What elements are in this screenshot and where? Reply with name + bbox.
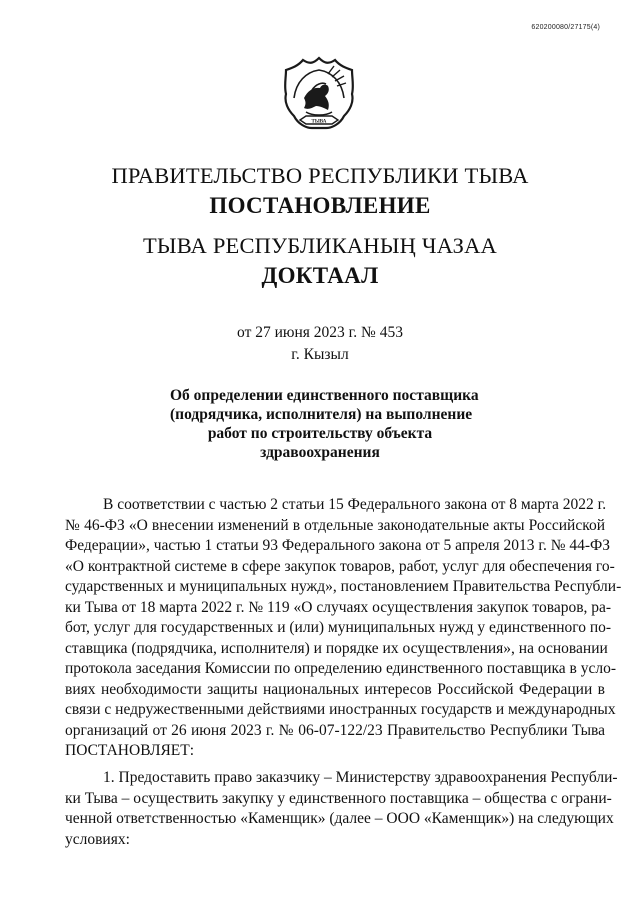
preamble-paragraph (65, 495, 622, 762)
government-title-ru: ПРАВИТЕЛЬСТВО РЕСПУБЛИКИ ТЫВА (111, 163, 529, 188)
paragraph-line: протокола заседания Комиссии по определению единственного поставщика в усло- (65, 660, 617, 677)
tuva-coat-of-arms-icon (282, 54, 356, 142)
title-line: (подрядчика, исполнителя) на выполнение (170, 406, 473, 423)
paragraph-line: № 46-ФЗ «О внесении изменений в отдельные законодательные акты Российской (65, 516, 605, 534)
paragraph-line: ки Тыва – осуществить закупку у единственного поставщика – общества с ограни- (65, 789, 612, 807)
svg-text:ТЫВА: ТЫВА (311, 119, 327, 125)
paragraph-line: ставщика (подрядчика, исполнителя) и порядке их осуществления», на основании (65, 639, 608, 657)
paragraph-line: условиях: (65, 830, 130, 848)
paragraph-line: организаций от 26 июня 2023 г. № 06-07-122/23 Правительство Республики Тыва (65, 721, 605, 739)
decree-city: г. Кызыл (291, 346, 349, 363)
decree-subject-title (170, 386, 479, 462)
paragraph-line: виях необходимости защиты национальных интересов Российской Федерации в (65, 680, 605, 698)
clause-1-paragraph (65, 768, 618, 850)
paragraph-line: ченной ответственностью «Каменщик» (далее – ООО «Каменщик») на следующих (65, 810, 614, 827)
paragraph-line: ПОСТАНОВЛЯЕТ: (65, 742, 195, 759)
government-title-tyv: ТЫВА РЕСПУБЛИКАНЫҢ ЧАЗАА (142, 233, 498, 258)
paragraph-line: ки Тыва от 18 марта 2022 г. № 119 «О случаях осуществления закупок товаров, ра- (65, 598, 612, 616)
paragraph-line: связи с недружественными действиями иностранных государств и международных (65, 701, 616, 718)
decree-title-tyv: ДОКТААЛ (261, 263, 379, 288)
paragraph-line: сударственных и муниципальных нужд», постановлением Правительства Республи- (65, 578, 622, 595)
paragraph-line: В соответствии с частью 2 статьи 15 Федерального закона от 8 марта 2022 г. (103, 496, 607, 513)
paragraph-line: бот, услуг для государственных и (или) муниципальных нужд у единственного по- (65, 619, 612, 636)
title-line: здравоохранения (260, 444, 380, 461)
decree-title-ru: ПОСТАНОВЛЕНИЕ (209, 193, 431, 218)
paragraph-line: «О контрактной системе в сфере закупок товаров, работ, услуг для обеспечения го- (65, 557, 615, 575)
decree-date-number: от 27 июня 2023 г. № 453 (237, 324, 403, 341)
title-line: Об определении единственного поставщика (170, 387, 479, 404)
document-code: 620200080/27175(4) (531, 24, 600, 31)
paragraph-line: Федерации», частью 1 статьи 93 Федерального закона от 5 апреля 2013 г. № 44-ФЗ (65, 537, 611, 554)
paragraph-line: 1. Предоставить право заказчику – Министерству здравоохранения Республи- (103, 769, 618, 786)
title-line: работ по строительству объекта (207, 425, 433, 442)
